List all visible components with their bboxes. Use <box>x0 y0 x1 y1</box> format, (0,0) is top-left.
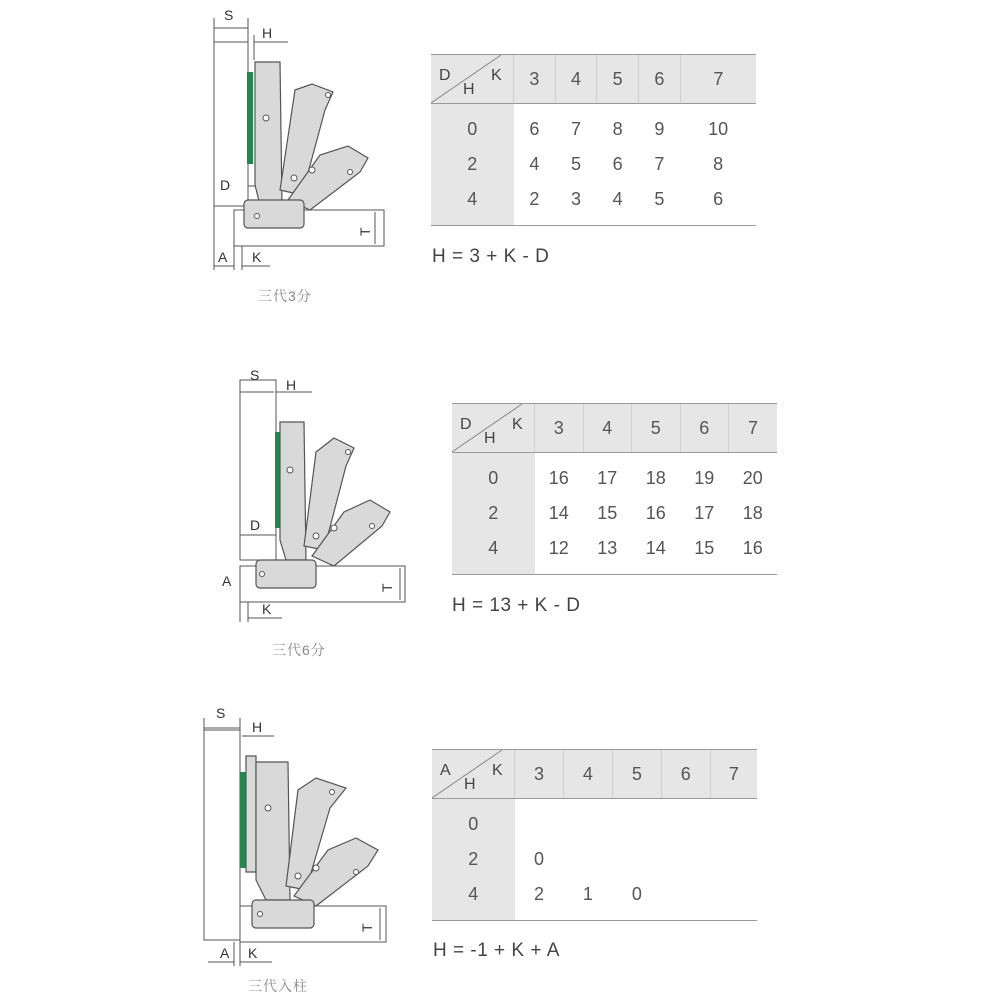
dim-label-a: A <box>218 249 228 265</box>
row-header: 4 <box>431 182 514 226</box>
dim-label-t: T <box>379 583 395 592</box>
table-row <box>432 799 757 843</box>
column-header: 4 <box>555 55 597 104</box>
table-cell <box>661 877 710 921</box>
table-cell: 14 <box>548 503 569 523</box>
table-row <box>431 104 756 148</box>
table-cell: 18 <box>742 503 763 523</box>
corner-label-right: K <box>492 762 503 779</box>
row-header: 2 <box>452 496 535 531</box>
table-cell <box>710 877 757 921</box>
column-header: 3 <box>515 750 564 799</box>
formula: H = -1 + K + A <box>433 940 560 961</box>
table-cell: 4 <box>529 154 540 174</box>
table-cell: 8 <box>612 119 623 139</box>
column-header: 5 <box>612 750 661 799</box>
dim-label-k: K <box>262 601 272 617</box>
table-cell: 6 <box>529 119 540 139</box>
column-header: 4 <box>583 404 632 453</box>
corner-label-right: K <box>491 67 502 84</box>
table-cell: 16 <box>645 503 666 523</box>
column-header: 5 <box>632 404 681 453</box>
table-cell: 9 <box>654 119 665 139</box>
table-cell: 0 <box>533 849 544 869</box>
table-cell: 10 <box>708 119 729 139</box>
table-corner <box>431 55 514 104</box>
table-cell: 19 <box>694 468 715 488</box>
table-cell: 16 <box>729 531 778 575</box>
hinge-diagram-3 <box>198 700 398 970</box>
table-cell: 18 <box>645 468 666 488</box>
table-cell: 12 <box>535 531 584 575</box>
dim-label-a: A <box>220 945 230 961</box>
formula: H = 13 + K - D <box>452 595 581 616</box>
table-cell: 16 <box>548 468 569 488</box>
table-cell: 6 <box>680 182 756 226</box>
corner-label-bottom: H <box>463 81 475 98</box>
table-cell: 2 <box>515 877 564 921</box>
row-header: 4 <box>452 531 535 575</box>
row-header: 2 <box>432 842 515 877</box>
table-corner <box>452 404 535 453</box>
table-row <box>432 842 757 877</box>
table-cell: 4 <box>597 182 639 226</box>
table-cell: 15 <box>597 503 618 523</box>
overlay-table-3 <box>432 749 757 921</box>
dim-label-d: D <box>250 517 261 533</box>
table-corner <box>432 750 515 799</box>
overlay-table-2 <box>452 403 777 575</box>
column-header: 4 <box>563 750 612 799</box>
row-header: 0 <box>432 799 515 843</box>
formula: H = 3 + K - D <box>432 246 550 267</box>
table-cell: 13 <box>583 531 632 575</box>
table-cell <box>612 842 661 877</box>
column-header: 6 <box>639 55 681 104</box>
column-header: 5 <box>597 55 639 104</box>
table-cell: 17 <box>694 503 715 523</box>
corner-label-left: D <box>439 67 451 84</box>
table-cell: 7 <box>571 119 582 139</box>
table-cell: 2 <box>514 182 556 226</box>
table-cell: 7 <box>654 154 665 174</box>
row-header: 0 <box>431 104 514 148</box>
dim-label-s: S <box>216 705 226 721</box>
table-cell: 15 <box>680 531 729 575</box>
diagram-caption: 三代6分 <box>272 642 326 658</box>
row-header: 4 <box>432 877 515 921</box>
table-cell <box>661 799 710 843</box>
table-cell <box>710 799 757 843</box>
hinge-diagram-2 <box>220 360 420 635</box>
dim-label-k: K <box>248 945 258 961</box>
corner-label-left: D <box>460 416 472 433</box>
column-header: 3 <box>535 404 584 453</box>
table-cell: 14 <box>632 531 681 575</box>
dim-label-s: S <box>224 7 234 23</box>
column-header: 6 <box>680 404 729 453</box>
table-cell: 5 <box>571 154 582 174</box>
table-row <box>452 496 777 531</box>
corner-label-bottom: H <box>484 430 496 447</box>
corner-label-left: A <box>440 762 451 779</box>
table-cell <box>515 799 564 843</box>
dim-label-h: H <box>252 719 263 735</box>
table-row <box>452 453 777 497</box>
table-row <box>452 531 777 575</box>
table-cell: 17 <box>597 468 618 488</box>
table-row <box>431 182 756 226</box>
table-cell <box>563 799 612 843</box>
dim-label-t: T <box>359 923 375 932</box>
table-row <box>432 877 757 921</box>
column-header: 7 <box>729 404 778 453</box>
corner-label-right: K <box>512 416 523 433</box>
dim-label-h: H <box>286 377 297 393</box>
table-cell: 8 <box>713 154 724 174</box>
table-cell <box>710 842 757 877</box>
table-cell: 5 <box>639 182 681 226</box>
corner-label-bottom: H <box>464 776 476 793</box>
diagram-caption: 三代3分 <box>258 288 312 304</box>
dim-label-a: A <box>222 573 232 589</box>
table-cell: 1 <box>563 877 612 921</box>
table-row <box>431 147 756 182</box>
dim-label-s: S <box>250 367 260 383</box>
dim-label-k: K <box>252 249 262 265</box>
column-header: 7 <box>710 750 757 799</box>
table-cell: 6 <box>612 154 623 174</box>
row-header: 2 <box>431 147 514 182</box>
hinge-diagram-1 <box>200 0 400 290</box>
dim-label-h: H <box>262 25 273 41</box>
dim-label-d: D <box>220 177 231 193</box>
table-cell: 3 <box>555 182 597 226</box>
table-cell <box>612 799 661 843</box>
column-header: 6 <box>661 750 710 799</box>
table-cell <box>563 842 612 877</box>
table-cell <box>661 842 710 877</box>
column-header: 7 <box>680 55 756 104</box>
dim-label-t: T <box>357 227 373 236</box>
diagram-caption: 三代入柱 <box>248 978 308 994</box>
column-header: 3 <box>514 55 556 104</box>
table-cell: 20 <box>742 468 763 488</box>
overlay-table-1 <box>431 54 756 226</box>
table-cell: 0 <box>612 877 661 921</box>
row-header: 0 <box>452 453 535 497</box>
